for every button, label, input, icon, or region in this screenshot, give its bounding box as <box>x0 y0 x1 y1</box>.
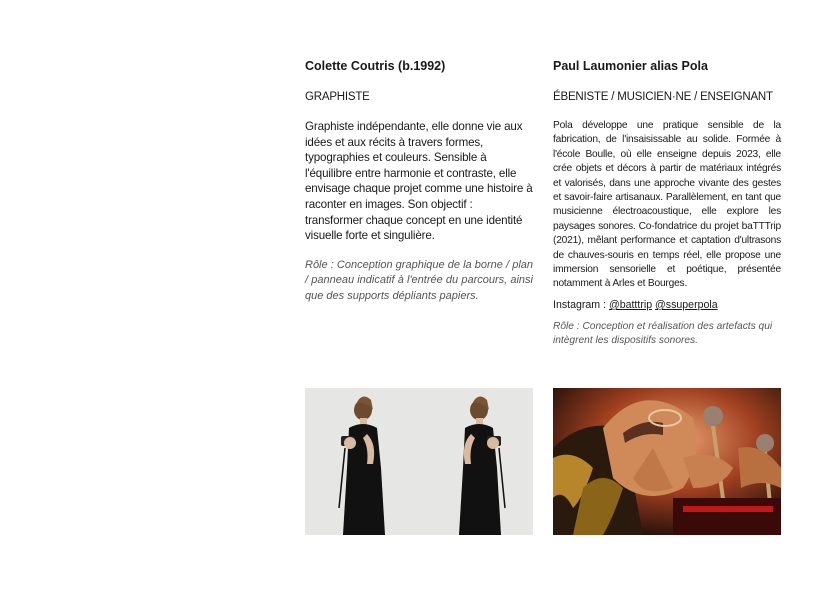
profile-pola <box>553 58 781 348</box>
instagram-link-ssuperpola[interactable]: @ssuperpola <box>655 298 718 311</box>
person-role-note: Rôle : Conception graphique de la borne / plan / panneau indicatif à l'entrée du parcours, ainsi que des supports dépliants papiers. <box>305 258 533 302</box>
photo-pola-performance <box>553 388 781 535</box>
profile-colette <box>305 58 533 304</box>
person-bio: Graphiste indépendante, elle donne vie aux idées et aux récits à travers formes, typographies et couleurs. Sensible à l'équilibre entre harmonie et contraste, elle envisage chaque projet comme une histoire à raconter en images. Son objectif : transformer chaque concept en une identité visuelle forte et singulière. <box>305 120 533 243</box>
person-name: Paul Laumonier alias Pola <box>553 59 708 73</box>
photo-illustration <box>305 388 533 535</box>
photo-colette-camera <box>305 388 533 535</box>
photo-illustration <box>553 388 781 535</box>
person-bio: Pola développe une pratique sensible de la fabrication, de l'insaisissable au solide. Formée à l'école Boulle, où elle enseigne depuis 2023, elle crée objets et décors à partir de matériaux intégrés et valorisés, dans une approche vivante des gestes et savoir-faire artisanaux. Parallèlement, en tant que musicienne électroacoustique, elle explore les paysages sonores. Co-fondatrice du projet baTTTrip (2021), mêlant performance et captation d'ultrasons de chauves-souris en temps réel, elle propose une immersion sensorielle et poétique, présentée notamment à Arles et Bourges. <box>553 120 781 290</box>
instagram-link-batttrip[interactable]: @batttrip <box>608 298 653 311</box>
person-role: ÉBENISTE / MUSICIEN·NE / ENSEIGNANT <box>553 91 773 103</box>
person-role-note: Rôle : Conception et réalisation des artefacts qui intègrent les dispositifs sonores. <box>553 320 773 347</box>
instagram-label: Instagram : <box>553 298 606 311</box>
instagram-line <box>553 298 781 312</box>
person-name: Colette Coutris (b.1992) <box>305 59 446 73</box>
person-role: GRAPHISTE <box>305 91 370 103</box>
